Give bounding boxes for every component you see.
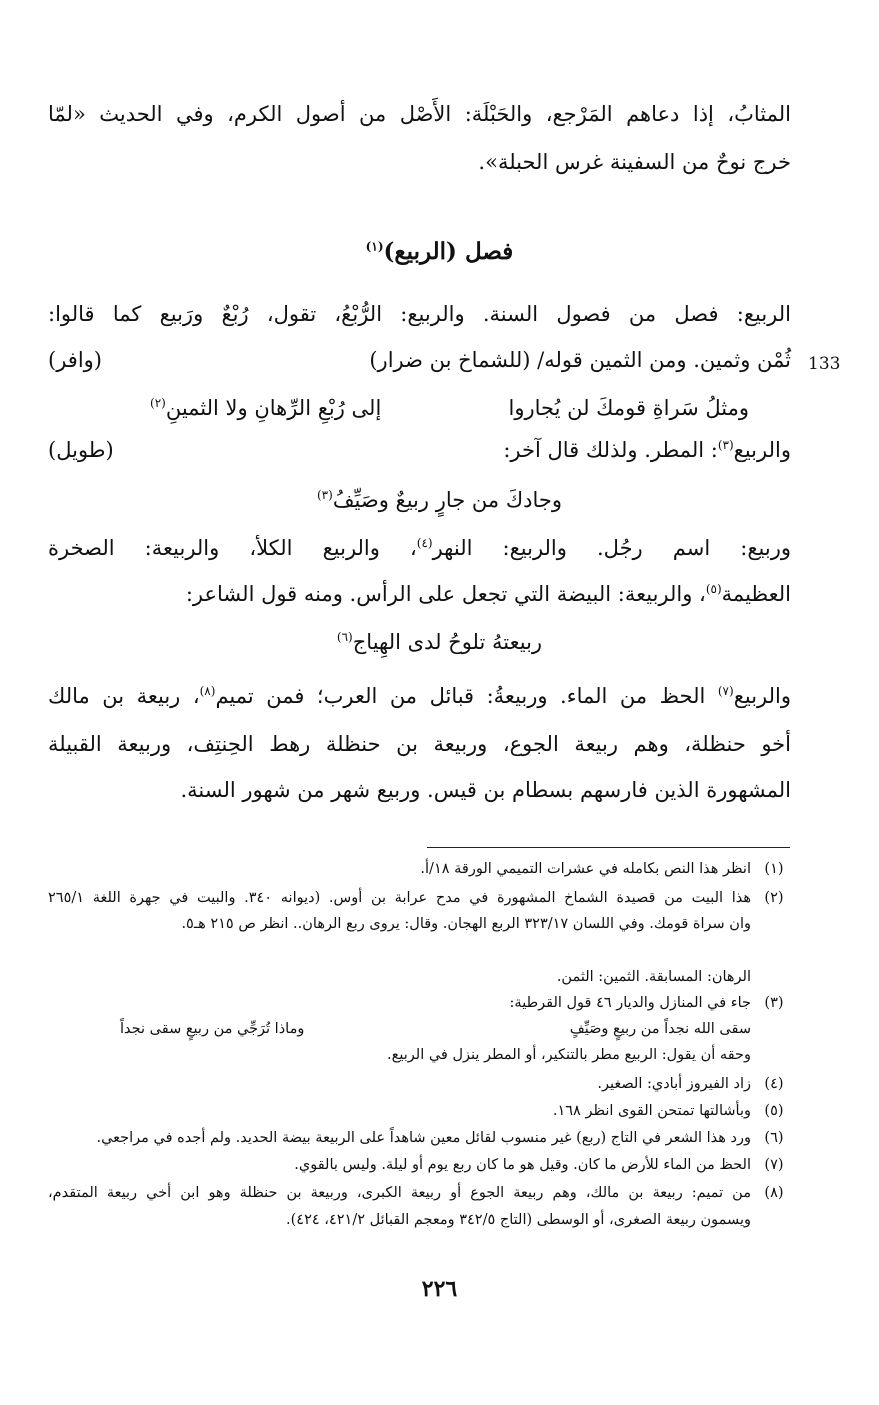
- body-line-3: وربيع: اسم رجُل. والربيع: النهر$^{(٤)}$، والربيع الكلأ، والربيعة: الصخرة: [48, 536, 791, 560]
- meter-label-tawil: (طويل): [48, 438, 114, 462]
- margin-folio-number: 133: [808, 354, 841, 374]
- body-line-1: الربيع: فصل من فصول السنة. والربيع: الرُّبْعُ، تقول، رُبْعٌ ورَبيع كما قالوا:: [48, 302, 791, 326]
- page-number: ٢٢٦: [421, 1276, 458, 1302]
- verse-1-second-text: إلى رُبْعِ الرِّهانِ ولا الثمينِ: [165, 396, 382, 420]
- footnote-8-line-1: من تميم: ربيعة بن مالك، وهم ربيعة الجوع أو ربيعة الكبرى، وربيعة بن حنظلة وهو ابن أخي ربيعة المتقدم،: [48, 1185, 751, 1201]
- footnote-2-line-1: هذا البيت من قصيدة الشماخ المشهورة في مدح عرابة بن أوس. (ديوانه ٣٤٠. والبيت في جهرة اللغة ٢٦٥/١: [48, 890, 751, 906]
- footnote-separator: [427, 847, 790, 848]
- footnote-6-number: (٦): [764, 1130, 784, 1146]
- opening-line-1: المثابُ، إذا دعاهم المَرْجع، والحَبْلَة: الأَصْل من أصول الكرم، وفي الحديث «لمّا: [48, 102, 791, 126]
- footnote-7-number: (٧): [764, 1157, 784, 1173]
- footnote-ref-2: (٢): [150, 396, 166, 410]
- footnote-ref-3: (٣): [717, 438, 734, 452]
- footnote-3-number: (٣): [764, 995, 784, 1011]
- footnote-3-line-3: وحقه أن يقول: الربيع مطر بالتنكير، أو المطر ينزل في الربيع.: [387, 1047, 751, 1063]
- footnote-4-number: (٤): [764, 1076, 784, 1092]
- footnote-1-text: انظر هذا النص بكامله في عشرات التميمي الورقة ١٨/أ.: [420, 861, 751, 877]
- body-line-6: أخو حنظلة، وهم ربيعة الجوع، وربيعة بن حنظلة رهط الحِنتِف، وربيعة القبيلة: [48, 732, 791, 756]
- footnote-3-verse-second: وماذا تُرَجِّي من ربيعٍ سقى نجداً: [120, 1021, 305, 1037]
- footnote-1-number: (١): [764, 861, 784, 877]
- footnote-ref-1: (١): [365, 239, 384, 254]
- footnote-ref-4: (٤): [416, 536, 433, 550]
- opening-line-2: خرج نوحٌ من السفينة غرس الحبلة».: [478, 150, 791, 174]
- footnote-ref-3b: (٣): [316, 488, 333, 502]
- body-line-rain: والربيع$^{(٣)}$: المطر. ولذلك قال آخر:: [503, 438, 791, 462]
- body-line-2: ثُمْن وثمين. ومن الثمين قوله/ (للشماخ بن ضرار): [369, 348, 791, 372]
- verse-2: وجادكَ من جارٍ ربيعٌ وصَيِّفُ$^{(٣)}$: [316, 488, 562, 512]
- footnote-5-text: وبأشالتها تمتحن القوى انظر ١٦٨.: [552, 1103, 751, 1119]
- footnote-3-verse-first: سقى الله نجداً من ربيعٍ وصَيِّفٍ: [569, 1021, 751, 1037]
- body-line-5: والربيع$^{(٧)}$ الحظ من الماء. وربيعةُ: قبائل من العرب؛ فمن تميم$^{(٨)}$، ربيعة بن مالك: [48, 684, 792, 708]
- footnote-8-line-2: ويسمون ربيعة الصغرى، أو الوسطى (التاج ٣٤٢/٥ ومعجم القبائل ٤٢١/٢، ٤٢٤).: [286, 1212, 751, 1228]
- section-heading: [0, 240, 879, 263]
- body-line-4: العظيمة$^{(٥)}$، والربيعة: البيضة التي تجعل على الرأس. ومنه قول الشاعر:: [185, 582, 791, 606]
- footnote-3-line-1: جاء في المنازل والديار ٤٦ قول القرطية:: [509, 995, 751, 1011]
- footnote-2-number: (٢): [764, 890, 784, 906]
- footnote-6-text: ورد هذا الشعر في التاج (ربع) غير منسوب لقائل معين شاهداً على الربيعة بيضة الحديد. ولم أجده في مراجعي.: [96, 1130, 751, 1146]
- section-title: فصل (الربيع): [383, 238, 514, 265]
- footnote-2-gloss: الرهان: المسابقة. الثمين: الثمن.: [556, 969, 751, 985]
- footnote-2-line-2: وان سراة قومك. وفي اللسان ٣٢٣/١٧ الربع الهجان. وقال: يروى ربع الرهان.. انظر ص ٢١٥ هـ٥.: [181, 916, 751, 932]
- body-line-7: المشهورة الذين فارسهم بسطام بن قيس. وربيع شهر من شهور السنة.: [180, 778, 791, 802]
- meter-label-wafir: (وافر): [48, 348, 102, 372]
- verse-1-first-hemistich: ومثلُ سَراةِ قومكَ لن يُجاروا: [508, 396, 749, 420]
- footnote-8-number: (٨): [764, 1185, 784, 1201]
- footnote-7-text: الحظ من الماء للأرض ما كان. وقيل هو ما كان ربع يوم أو ليلة. وليس بالقوي.: [294, 1157, 751, 1173]
- verse-3: ربيعتهُ تلوحُ لدى الهِياج$^{(٦)}$: [336, 630, 543, 654]
- footnote-ref-5: (٥): [705, 582, 722, 596]
- footnote-ref-8: (٨): [199, 684, 216, 698]
- verse-1-second-hemistich: [150, 398, 381, 419]
- footnote-5-number: (٥): [764, 1103, 784, 1119]
- footnote-ref-6: (٦): [336, 630, 353, 644]
- footnote-4-text: زاد الفيروز أبادي: الصغير.: [597, 1076, 751, 1092]
- footnote-ref-7: (٧): [717, 684, 734, 698]
